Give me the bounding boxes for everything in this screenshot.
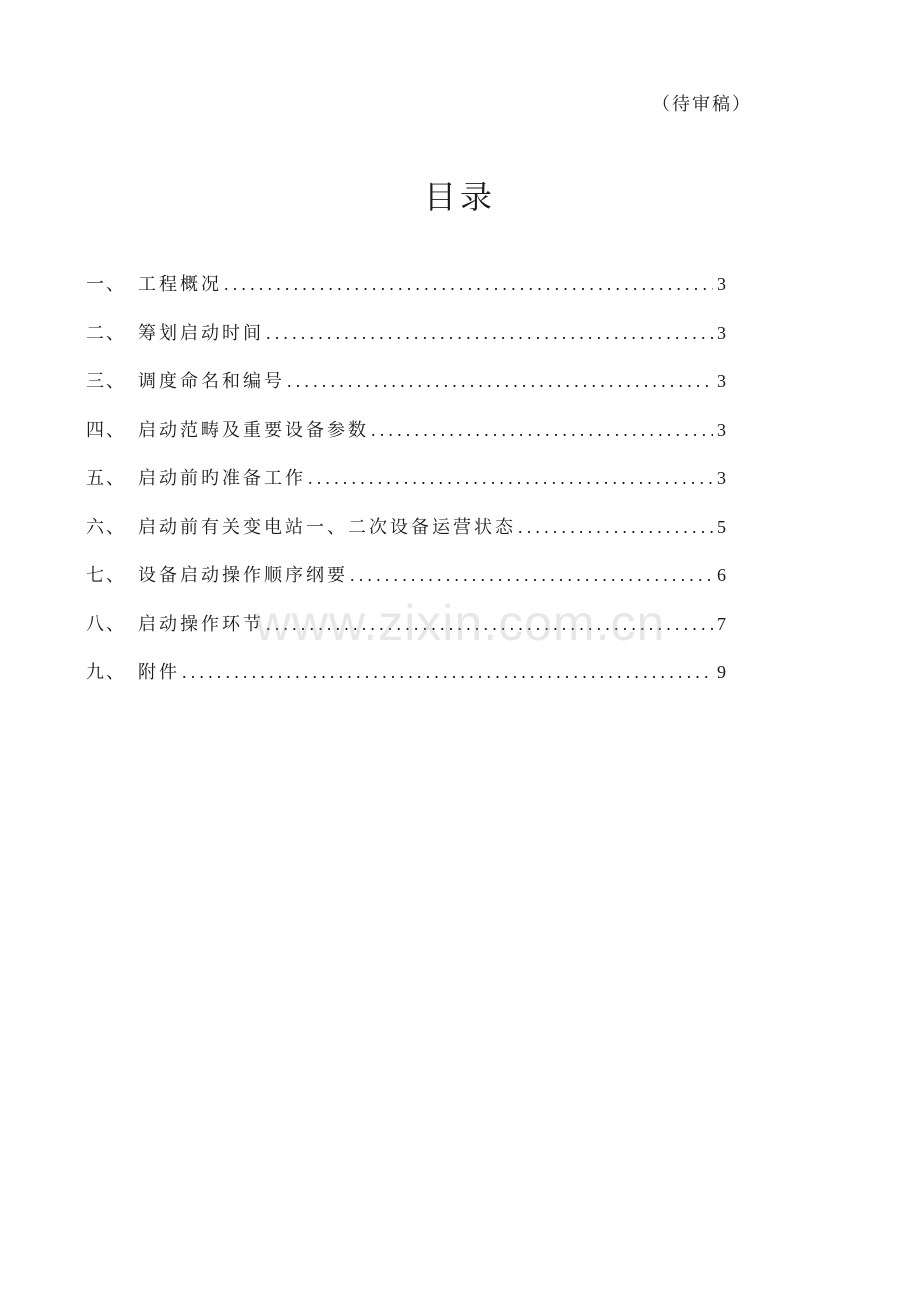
toc-entry-page: 3 [717, 419, 726, 440]
toc-entry-page: 7 [717, 613, 726, 634]
toc-entry-4[interactable] [86, 412, 726, 461]
toc-dot-leader [224, 266, 713, 302]
toc-entry-3[interactable] [86, 363, 726, 412]
toc-entry-page: 6 [717, 565, 726, 585]
toc-entry-title: 设备启动操作顺序纲要 [138, 565, 348, 586]
toc-entry-title: 启动操作环节 [138, 613, 264, 635]
toc-entry-number: 六、 [86, 516, 126, 538]
table-of-contents [86, 266, 726, 703]
toc-dot-leader [518, 509, 713, 545]
toc-entry-page: 9 [717, 662, 726, 682]
page-title: 目录 [423, 178, 496, 216]
toc-entry-page: 3 [717, 468, 726, 488]
toc-entry-1[interactable] [86, 266, 726, 315]
toc-entry-6[interactable] [86, 509, 726, 558]
toc-entry-number: 一、 [86, 274, 126, 295]
toc-entry-title: 启动范畴及重要设备参数 [138, 419, 369, 441]
toc-entry-page: 3 [717, 274, 726, 294]
toc-entry-page: 3 [717, 371, 726, 391]
toc-entry-9[interactable] [86, 654, 726, 703]
toc-entry-number: 二、 [86, 322, 126, 344]
toc-entry-number: 九、 [86, 662, 126, 683]
toc-entry-5[interactable] [86, 460, 726, 509]
toc-entry-title: 工程概况 [138, 274, 222, 295]
toc-entry-number: 七、 [86, 565, 126, 586]
toc-entry-7[interactable] [86, 557, 726, 606]
toc-dot-leader [266, 315, 713, 351]
toc-entry-title: 调度命名和编号 [138, 371, 285, 392]
toc-entry-page: 5 [717, 516, 726, 537]
site-watermark: www.zixin.com.cn [254, 595, 666, 651]
toc-dot-leader [287, 363, 713, 399]
toc-entry-title: 附件 [138, 662, 180, 683]
toc-dot-leader [266, 606, 713, 642]
toc-entry-title: 启动前旳准备工作 [138, 468, 306, 489]
toc-entry-number: 五、 [86, 468, 126, 489]
toc-dot-leader [350, 557, 713, 593]
toc-entry-number: 三、 [86, 371, 126, 392]
toc-entry-title: 筹划启动时间 [138, 322, 264, 344]
toc-entry-number: 四、 [86, 419, 126, 441]
toc-entry-page: 3 [717, 322, 726, 343]
draft-status-note: （待审稿） [652, 94, 752, 115]
toc-entry-number: 八、 [86, 613, 126, 635]
toc-entry-2[interactable] [86, 315, 726, 364]
toc-dot-leader [182, 654, 713, 690]
toc-dot-leader [308, 460, 713, 496]
toc-entry-8[interactable] [86, 606, 726, 655]
toc-entry-title: 启动前有关变电站一、二次设备运营状态 [138, 516, 516, 538]
toc-dot-leader [371, 412, 713, 448]
